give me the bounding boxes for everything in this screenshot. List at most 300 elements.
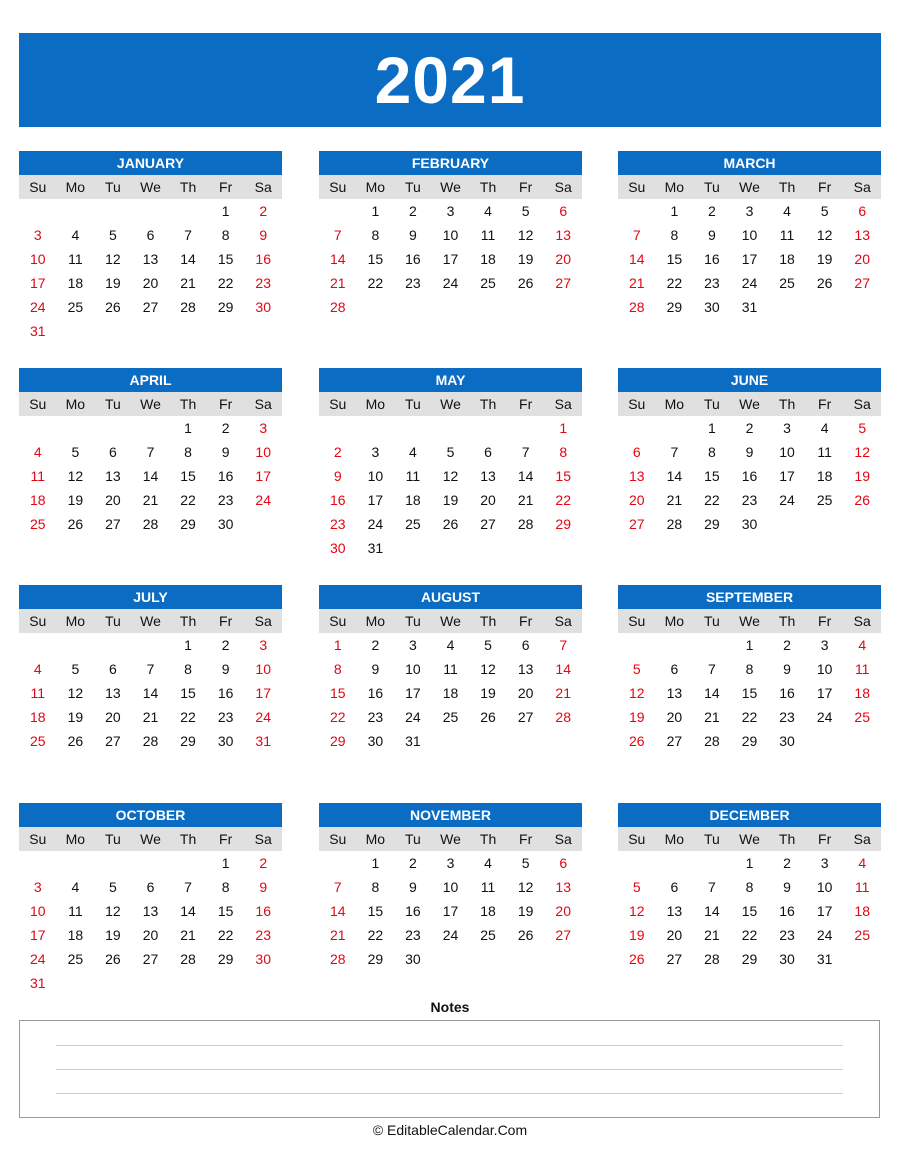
day-cell: 24 <box>367 516 384 532</box>
day-cell: 8 <box>745 879 754 895</box>
day-cell: 8 <box>333 661 342 677</box>
month-name: JULY <box>19 585 282 609</box>
weekday-label: Su <box>628 396 646 412</box>
notes-box[interactable] <box>19 1020 880 1118</box>
day-cell: 28 <box>142 733 159 749</box>
day-cell: 13 <box>854 227 870 243</box>
weekday-label: Su <box>329 613 347 629</box>
empty-day-cell <box>394 416 432 440</box>
day-cell: 9 <box>409 227 417 243</box>
day-cell: 15 <box>666 251 683 267</box>
day-cell: 11 <box>68 903 83 919</box>
day-cell: 9 <box>708 227 716 243</box>
weekday-label: Su <box>628 831 646 847</box>
month-may <box>319 368 582 560</box>
day-cell: 2 <box>409 855 417 871</box>
empty-day-cell <box>507 416 545 440</box>
day-grid <box>319 851 582 971</box>
day-cell: 19 <box>67 709 84 725</box>
empty-day-cell <box>319 199 357 223</box>
day-cell: 4 <box>484 855 492 871</box>
month-name: FEBRUARY <box>319 151 582 175</box>
empty-day-cell <box>19 199 57 223</box>
weekday-header <box>618 175 881 199</box>
day-cell: 13 <box>555 227 571 243</box>
day-cell: 28 <box>517 516 534 532</box>
day-cell: 23 <box>779 709 795 725</box>
weekday-label: Tu <box>405 831 421 847</box>
day-cell: 29 <box>217 299 234 315</box>
weekday-label: Fr <box>519 179 533 195</box>
day-cell: 5 <box>521 203 530 219</box>
day-cell: 21 <box>628 275 645 291</box>
day-cell: 24 <box>29 951 46 967</box>
day-cell: 22 <box>329 709 346 725</box>
day-cell: 16 <box>255 251 271 267</box>
day-cell: 6 <box>109 444 117 460</box>
weekday-label: Mo <box>664 613 685 629</box>
day-cell: 20 <box>517 685 534 701</box>
day-cell: 30 <box>329 540 346 556</box>
day-cell: 20 <box>555 251 571 267</box>
day-cell: 12 <box>628 685 645 701</box>
day-cell: 3 <box>371 444 380 460</box>
day-cell: 13 <box>142 903 159 919</box>
month-july <box>19 585 282 753</box>
day-cell: 23 <box>704 275 720 291</box>
day-cell: 20 <box>666 709 683 725</box>
weekday-label: We <box>440 179 461 195</box>
day-cell: 9 <box>259 227 268 243</box>
day-cell: 28 <box>329 299 346 315</box>
day-cell: 31 <box>405 733 421 749</box>
day-cell: 18 <box>779 251 795 267</box>
weekday-label: We <box>739 396 760 412</box>
weekday-header <box>319 175 582 199</box>
day-cell: 25 <box>29 733 46 749</box>
day-cell: 3 <box>259 637 268 653</box>
day-cell: 5 <box>71 661 80 677</box>
day-cell: 1 <box>184 637 192 653</box>
day-cell: 11 <box>480 879 496 895</box>
day-cell: 30 <box>255 951 271 967</box>
empty-day-cell <box>319 416 357 440</box>
day-cell: 31 <box>29 323 46 339</box>
day-cell: 6 <box>632 444 641 460</box>
month-august <box>319 585 582 753</box>
day-cell: 9 <box>259 879 268 895</box>
weekday-label: Mo <box>365 831 386 847</box>
weekday-label: We <box>440 613 461 629</box>
day-cell: 21 <box>704 709 720 725</box>
day-cell: 10 <box>816 879 833 895</box>
day-cell: 25 <box>29 516 46 532</box>
day-cell: 11 <box>854 879 870 895</box>
day-cell: 19 <box>105 927 121 943</box>
weekday-label: We <box>140 831 161 847</box>
day-cell: 27 <box>628 516 645 532</box>
weekday-header <box>319 609 582 633</box>
day-cell: 12 <box>517 227 534 243</box>
day-cell: 30 <box>779 951 795 967</box>
empty-day-cell <box>656 416 694 440</box>
day-cell: 20 <box>854 251 870 267</box>
weekday-label: Fr <box>519 613 533 629</box>
day-cell: 3 <box>820 637 829 653</box>
day-cell: 14 <box>329 251 346 267</box>
month-april <box>19 368 282 536</box>
day-cell: 24 <box>29 299 46 315</box>
day-cell: 20 <box>105 492 121 508</box>
day-cell: 6 <box>559 855 568 871</box>
day-cell: 30 <box>217 733 234 749</box>
day-cell: 13 <box>628 468 645 484</box>
day-cell: 25 <box>67 299 84 315</box>
weekday-label: Sa <box>554 396 572 412</box>
day-grid <box>618 851 881 971</box>
month-october <box>19 803 282 995</box>
day-cell: 16 <box>405 251 421 267</box>
day-cell: 11 <box>443 661 458 677</box>
weekday-label: Tu <box>405 613 421 629</box>
day-cell: 7 <box>632 227 641 243</box>
day-cell: 29 <box>180 733 196 749</box>
day-cell: 14 <box>704 685 720 701</box>
day-cell: 9 <box>371 661 380 677</box>
day-cell: 5 <box>71 444 80 460</box>
weekday-label: Th <box>179 396 197 412</box>
day-cell: 10 <box>442 227 459 243</box>
day-cell: 8 <box>221 227 230 243</box>
weekday-label: Th <box>179 179 197 195</box>
day-cell: 24 <box>405 709 421 725</box>
day-cell: 8 <box>670 227 679 243</box>
weekday-label: Th <box>479 179 497 195</box>
day-cell: 8 <box>745 661 754 677</box>
day-cell: 20 <box>480 492 496 508</box>
month-january <box>19 151 282 343</box>
day-cell: 4 <box>820 420 829 436</box>
day-cell: 4 <box>446 637 455 653</box>
weekday-label: Fr <box>818 831 832 847</box>
day-cell: 24 <box>255 492 271 508</box>
day-cell: 8 <box>221 879 230 895</box>
day-cell: 19 <box>854 468 870 484</box>
day-cell: 24 <box>255 709 271 725</box>
weekday-label: Sa <box>254 613 272 629</box>
day-cell: 23 <box>255 927 271 943</box>
day-cell: 4 <box>783 203 791 219</box>
empty-day-cell <box>94 633 132 657</box>
month-name: SEPTEMBER <box>618 585 881 609</box>
weekday-label: Mo <box>65 396 86 412</box>
day-cell: 16 <box>779 903 795 919</box>
weekday-label: Sa <box>254 396 272 412</box>
weekday-label: Tu <box>105 831 121 847</box>
day-cell: 22 <box>217 275 234 291</box>
day-cell: 8 <box>559 444 568 460</box>
day-cell: 30 <box>405 951 421 967</box>
month-name: APRIL <box>19 368 282 392</box>
day-cell: 30 <box>779 733 795 749</box>
day-cell: 16 <box>704 251 720 267</box>
day-cell: 25 <box>442 709 459 725</box>
day-cell: 15 <box>180 685 196 701</box>
weekday-label: Mo <box>65 831 86 847</box>
day-cell: 30 <box>741 516 758 532</box>
day-cell: 25 <box>480 275 496 291</box>
empty-day-cell <box>656 851 694 875</box>
day-cell: 15 <box>741 903 758 919</box>
day-cell: 17 <box>29 927 46 943</box>
day-cell: 28 <box>704 733 720 749</box>
day-cell: 18 <box>816 468 833 484</box>
day-cell: 29 <box>180 516 196 532</box>
day-cell: 19 <box>628 927 645 943</box>
weekday-label: Sa <box>554 179 572 195</box>
day-cell: 23 <box>405 275 421 291</box>
day-cell: 30 <box>367 733 384 749</box>
day-cell: 2 <box>409 203 417 219</box>
day-cell: 8 <box>184 661 192 677</box>
day-cell: 2 <box>221 420 230 436</box>
day-grid <box>319 633 582 753</box>
day-cell: 29 <box>704 516 720 532</box>
weekday-header <box>618 609 881 633</box>
day-cell: 14 <box>704 903 720 919</box>
day-cell: 24 <box>816 927 833 943</box>
day-cell: 20 <box>105 709 121 725</box>
day-cell: 1 <box>333 637 342 653</box>
day-cell: 28 <box>628 299 645 315</box>
day-cell: 2 <box>371 637 380 653</box>
day-cell: 14 <box>142 468 159 484</box>
day-cell: 10 <box>442 879 459 895</box>
day-cell: 27 <box>666 951 683 967</box>
month-name: JANUARY <box>19 151 282 175</box>
day-cell: 30 <box>217 516 234 532</box>
day-grid <box>319 199 582 319</box>
day-cell: 28 <box>329 951 346 967</box>
weekday-label: Th <box>778 613 796 629</box>
day-cell: 30 <box>704 299 720 315</box>
day-cell: 29 <box>367 951 384 967</box>
day-cell: 11 <box>779 227 795 243</box>
day-cell: 7 <box>333 227 342 243</box>
day-cell: 7 <box>521 444 530 460</box>
day-cell: 25 <box>779 275 795 291</box>
day-cell: 17 <box>816 685 833 701</box>
day-cell: 16 <box>779 685 795 701</box>
day-cell: 14 <box>517 468 534 484</box>
month-name: OCTOBER <box>19 803 282 827</box>
day-cell: 7 <box>146 444 155 460</box>
day-cell: 24 <box>779 492 795 508</box>
day-cell: 21 <box>142 492 159 508</box>
day-cell: 15 <box>741 685 758 701</box>
day-cell: 19 <box>517 903 534 919</box>
day-cell: 25 <box>816 492 833 508</box>
day-cell: 6 <box>484 444 492 460</box>
day-cell: 18 <box>67 927 84 943</box>
day-cell: 3 <box>745 203 754 219</box>
day-cell: 29 <box>666 299 683 315</box>
year-title: 2021 <box>374 43 526 117</box>
weekday-label: We <box>739 831 760 847</box>
day-cell: 22 <box>666 275 683 291</box>
day-cell: 8 <box>708 444 716 460</box>
day-grid <box>19 199 282 343</box>
day-cell: 13 <box>666 685 683 701</box>
day-cell: 12 <box>480 661 496 677</box>
weekday-label: Th <box>778 396 796 412</box>
day-cell: 18 <box>854 903 870 919</box>
day-cell: 10 <box>29 251 46 267</box>
day-cell: 11 <box>30 685 46 701</box>
day-cell: 14 <box>180 251 196 267</box>
day-cell: 28 <box>180 951 196 967</box>
day-cell: 12 <box>105 903 121 919</box>
day-cell: 16 <box>329 492 346 508</box>
empty-day-cell <box>169 199 207 223</box>
day-cell: 15 <box>704 468 720 484</box>
day-cell: 16 <box>217 468 234 484</box>
weekday-label: Su <box>29 831 47 847</box>
day-grid <box>618 633 881 753</box>
empty-day-cell <box>618 199 656 223</box>
empty-day-cell <box>656 633 694 657</box>
day-cell: 12 <box>67 468 84 484</box>
day-cell: 31 <box>816 951 833 967</box>
day-cell: 13 <box>555 879 571 895</box>
weekday-header <box>19 392 282 416</box>
day-cell: 2 <box>333 444 342 460</box>
day-grid <box>319 416 582 560</box>
day-cell: 7 <box>670 444 679 460</box>
day-cell: 2 <box>259 203 268 219</box>
day-cell: 27 <box>105 516 121 532</box>
day-cell: 20 <box>142 927 159 943</box>
day-grid <box>19 633 282 753</box>
day-cell: 5 <box>109 879 117 895</box>
month-name: NOVEMBER <box>319 803 582 827</box>
day-cell: 26 <box>628 951 645 967</box>
day-cell: 1 <box>371 203 380 219</box>
day-cell: 7 <box>333 879 342 895</box>
day-cell: 2 <box>708 203 716 219</box>
weekday-label: Tu <box>405 396 421 412</box>
day-cell: 10 <box>816 661 833 677</box>
day-cell: 31 <box>255 733 271 749</box>
day-cell: 21 <box>329 275 346 291</box>
weekday-header <box>618 827 881 851</box>
day-cell: 9 <box>783 879 791 895</box>
day-cell: 23 <box>367 709 384 725</box>
day-cell: 19 <box>67 492 84 508</box>
empty-day-cell <box>94 416 132 440</box>
empty-day-cell <box>132 633 170 657</box>
weekday-label: We <box>140 613 161 629</box>
day-cell: 5 <box>858 420 867 436</box>
day-cell: 21 <box>329 927 346 943</box>
day-cell: 4 <box>33 444 42 460</box>
day-cell: 14 <box>628 251 645 267</box>
day-cell: 6 <box>670 879 679 895</box>
day-cell: 14 <box>666 468 683 484</box>
day-cell: 3 <box>33 879 42 895</box>
day-cell: 19 <box>105 275 121 291</box>
day-cell: 18 <box>29 492 46 508</box>
day-cell: 4 <box>858 637 867 653</box>
weekday-label: We <box>440 831 461 847</box>
day-cell: 23 <box>255 275 271 291</box>
day-cell: 3 <box>820 855 829 871</box>
day-cell: 5 <box>632 879 641 895</box>
day-cell: 18 <box>480 251 496 267</box>
weekday-label: Su <box>329 179 347 195</box>
day-cell: 11 <box>405 468 421 484</box>
day-cell: 12 <box>854 444 870 460</box>
day-cell: 7 <box>708 661 716 677</box>
month-december <box>618 803 881 971</box>
day-cell: 4 <box>484 203 492 219</box>
weekday-header <box>19 827 282 851</box>
day-cell: 20 <box>142 275 159 291</box>
day-cell: 6 <box>521 637 530 653</box>
day-cell: 7 <box>146 661 155 677</box>
day-cell: 19 <box>480 685 496 701</box>
day-cell: 19 <box>442 492 459 508</box>
day-cell: 31 <box>367 540 384 556</box>
day-cell: 17 <box>442 251 459 267</box>
day-cell: 27 <box>142 299 159 315</box>
day-cell: 16 <box>217 685 234 701</box>
weekday-label: We <box>440 396 461 412</box>
day-cell: 22 <box>180 709 196 725</box>
empty-day-cell <box>57 633 95 657</box>
weekday-label: Su <box>29 613 47 629</box>
day-cell: 15 <box>367 903 384 919</box>
weekday-label: Su <box>329 831 347 847</box>
empty-day-cell <box>94 199 132 223</box>
day-cell: 15 <box>555 468 571 484</box>
notes-title: Notes <box>430 999 470 1015</box>
year-banner <box>19 33 881 127</box>
weekday-label: Th <box>479 396 497 412</box>
empty-day-cell <box>19 851 57 875</box>
day-cell: 21 <box>142 709 159 725</box>
day-cell: 27 <box>480 516 496 532</box>
footer-credit: © EditableCalendar.Com <box>372 1122 528 1138</box>
day-cell: 26 <box>105 951 121 967</box>
day-cell: 11 <box>817 444 832 460</box>
day-cell: 10 <box>741 227 758 243</box>
empty-day-cell <box>169 851 207 875</box>
weekday-label: Mo <box>664 831 685 847</box>
day-cell: 26 <box>480 709 496 725</box>
day-cell: 2 <box>745 420 754 436</box>
day-cell: 1 <box>670 203 679 219</box>
weekday-label: Fr <box>219 396 233 412</box>
day-cell: 23 <box>329 516 346 532</box>
note-line <box>56 1069 843 1070</box>
day-cell: 4 <box>71 227 80 243</box>
day-cell: 24 <box>741 275 758 291</box>
day-cell: 18 <box>67 275 84 291</box>
day-cell: 29 <box>741 733 758 749</box>
note-line <box>56 1093 843 1094</box>
empty-day-cell <box>94 851 132 875</box>
